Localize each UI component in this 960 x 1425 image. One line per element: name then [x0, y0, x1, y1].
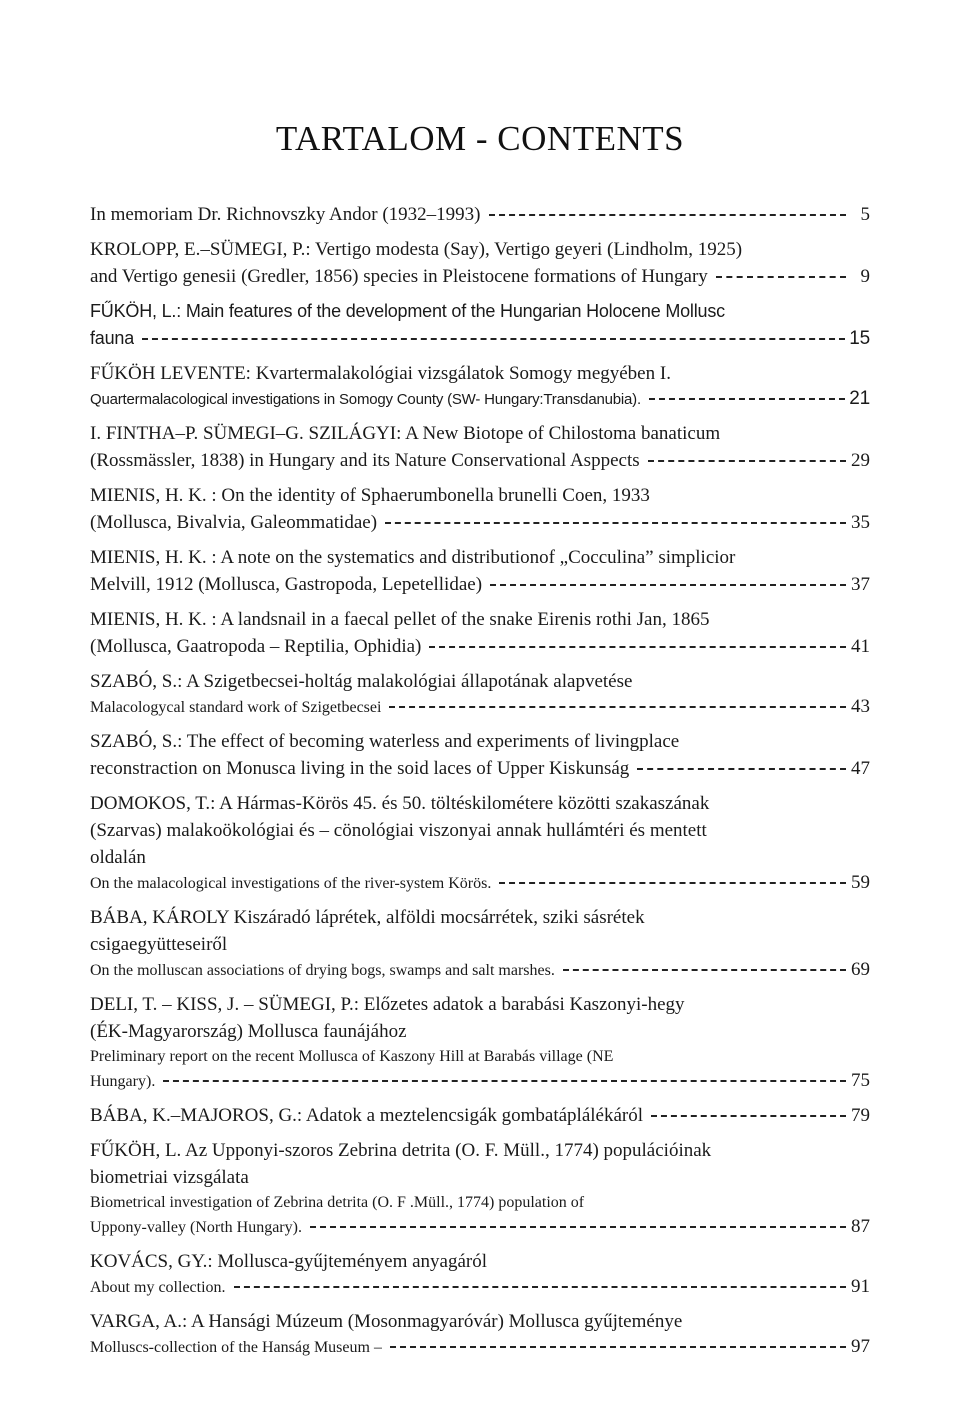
- entry-line: [90, 387, 870, 412]
- entry-text: KROLOPP, E.–SÜMEGI, P.: Vertigo modesta (Say), Vertigo geyeri (Lindholm, 1925): [90, 239, 743, 260]
- table-of-contents: [90, 201, 870, 1368]
- entry-line: [90, 931, 870, 958]
- entry-heading-line: [90, 482, 870, 509]
- entry-line: [90, 325, 870, 352]
- entry-heading-line: [90, 790, 870, 817]
- entry-text: DELI, T. – KISS, J. – SÜMEGI, P.: Előzetes adatok a barabási Kaszonyi-hegy: [90, 994, 685, 1015]
- entry-line: [90, 817, 870, 844]
- entry-text: fauna: [90, 328, 135, 348]
- page-number: 47: [851, 758, 870, 779]
- entry-text: reconstraction on Monusca living in the soid laces of Upper Kiskunság: [90, 758, 630, 779]
- entry-line: [90, 1018, 870, 1045]
- entry-line: [90, 844, 870, 871]
- entry-heading-line: [90, 728, 870, 755]
- entry-text: FŰKÖH, L. Az Upponyi-szoros Zebrina detrita (O. F. Müll., 1774) populációinak: [90, 1140, 712, 1161]
- entry-text: MIENIS, H. K. : A landsnail in a faecal pellet of the snake Eirenis rothi Jan, 1865: [90, 609, 710, 630]
- entry-text: (Mollusca, Gaatropoda – Reptilia, Ophidia): [90, 636, 422, 657]
- entry-text: MIENIS, H. K. : A note on the systematics and distributionof „Cocculina” simplicior: [90, 547, 736, 568]
- entry-line: [90, 958, 870, 983]
- entry-text: Malacologycal standard work of Szigetbecsei: [90, 699, 382, 716]
- entry-line: [90, 509, 870, 536]
- page-number: 69: [851, 959, 870, 980]
- entry-heading-line: [90, 201, 870, 228]
- entry-text: MIENIS, H. K. : On the identity of Sphaerumbonella brunelli Coen, 1933: [90, 485, 650, 506]
- toc-entry: [90, 298, 870, 352]
- dash-leader: [648, 459, 846, 462]
- entry-heading-line: [90, 904, 870, 931]
- entry-line: [90, 1069, 870, 1094]
- entry-text: and Vertigo genesii (Gredler, 1856) species in Pleistocene formations of Hungary: [90, 266, 708, 287]
- dash-leader: [234, 1285, 846, 1288]
- entry-heading-line: [90, 298, 870, 325]
- entry-line: [90, 695, 870, 720]
- page-number: 29: [851, 450, 870, 471]
- entry-text: SZABÓ, S.: The effect of becoming waterless and experiments of livingplace: [90, 731, 680, 752]
- dash-leader: [637, 767, 846, 770]
- toc-entry: [90, 790, 870, 896]
- entry-text: Quartermalacological investigations in Somogy County (SW- Hungary:Transdanubia).: [90, 391, 641, 408]
- entry-line: [90, 263, 870, 290]
- page-number: 75: [851, 1070, 870, 1091]
- page-number: 97: [851, 1336, 870, 1357]
- entry-heading-line: [90, 606, 870, 633]
- entry-text: DOMOKOS, T.: A Hármas-Körös 45. és 50. töltéskilométere közötti szakaszának: [90, 793, 710, 814]
- entry-text: VARGA, A.: A Hansági Múzeum (Mosonmagyaróvár) Mollusca gyűjteménye: [90, 1311, 683, 1332]
- entry-text: (ÉK-Magyarország) Mollusca faunájához: [90, 1021, 407, 1042]
- dash-leader: [490, 583, 846, 586]
- page-number: 9: [860, 266, 870, 287]
- entry-line: [90, 633, 870, 660]
- entry-text: BÁBA, K.–MAJOROS, G.: Adatok a meztelencsigák gombatáplálékáról: [90, 1105, 644, 1126]
- entry-line: [90, 755, 870, 782]
- dash-leader: [649, 397, 845, 400]
- toc-entry: [90, 728, 870, 782]
- page-number: 5: [860, 204, 870, 225]
- entry-heading-line: [90, 544, 870, 571]
- entry-heading-line: [90, 1308, 870, 1335]
- toc-entry: [90, 904, 870, 983]
- entry-heading-line: [90, 360, 870, 387]
- entry-text: (Mollusca, Bivalvia, Galeommatidae): [90, 512, 378, 533]
- toc-entry: [90, 991, 870, 1094]
- entry-line: [90, 571, 870, 598]
- entry-line: [90, 1275, 870, 1300]
- entry-heading-line: [90, 420, 870, 447]
- entry-text: KOVÁCS, GY.: Mollusca-gyűjteményem anyagáról: [90, 1251, 488, 1272]
- entry-text: About my collection.: [90, 1279, 226, 1296]
- entry-text: Melvill, 1912 (Mollusca, Gastropoda, Lepetellidae): [90, 574, 483, 595]
- entry-text: I. FINTHA–P. SÜMEGI–G. SZILÁGYI: A New Biotope of Chilostoma banaticum: [90, 423, 721, 444]
- entry-heading-line: [90, 236, 870, 263]
- entry-text: Biometrical investigation of Zebrina detrita (O. F .Müll., 1774) population of: [90, 1194, 585, 1211]
- toc-entry: [90, 420, 870, 474]
- toc-entry: [90, 606, 870, 660]
- entry-text: biometriai vizsgálata: [90, 1167, 249, 1188]
- entry-text: On the molluscan associations of drying bogs, swamps and salt marshes.: [90, 962, 555, 979]
- dash-leader: [651, 1114, 846, 1117]
- entry-line: [90, 1335, 870, 1360]
- entry-heading-line: [90, 1137, 870, 1164]
- entry-text: FŰKÖH LEVENTE: Kvartermalakológiai vizsgálatok Somogy megyében I.: [90, 363, 671, 384]
- toc-entry: [90, 544, 870, 598]
- dash-leader: [499, 881, 846, 884]
- dash-leader: [390, 1345, 846, 1348]
- entry-text: csigaegyütteseiről: [90, 934, 228, 955]
- dash-leader: [489, 213, 846, 216]
- page-number: 87: [851, 1216, 870, 1237]
- entry-heading-line: [90, 1248, 870, 1275]
- entry-text: Preliminary report on the recent Mollusca of Kaszony Hill at Barabás village (NE: [90, 1048, 614, 1065]
- dash-leader: [716, 275, 846, 278]
- entry-text: (Szarvas) malakoökológiai és – cönológiai viszonyai annak hullámtéri és mentett: [90, 820, 707, 841]
- entry-text: SZABÓ, S.: A Szigetbecsei-holtág malakológiai állapotának alapvetése: [90, 671, 633, 692]
- page-number: 35: [851, 512, 870, 533]
- page-number: 15: [849, 328, 870, 349]
- page-title: TARTALOM - CONTENTS: [275, 119, 685, 158]
- entry-text: (Rossmässler, 1838) in Hungary and its Nature Conservational Asppects: [90, 450, 640, 471]
- entry-text: Molluscs-collection of the Hanság Museum –: [90, 1339, 382, 1356]
- page-number: 59: [851, 872, 870, 893]
- entry-line: [90, 447, 870, 474]
- dash-leader: [563, 968, 846, 971]
- toc-entry: [90, 1137, 870, 1240]
- dash-leader: [429, 645, 846, 648]
- entry-heading-line: [90, 991, 870, 1018]
- toc-entry: [90, 201, 870, 228]
- entry-heading-line: [90, 668, 870, 695]
- entry-text: Uppony-valley (North Hungary).: [90, 1219, 302, 1236]
- page-number: 37: [851, 574, 870, 595]
- page-number: 91: [851, 1276, 870, 1297]
- dash-leader: [310, 1225, 846, 1228]
- entry-text: Hungary).: [90, 1073, 156, 1090]
- entry-text: FŰKÖH, L.: Main features of the development of the Hungarian Holocene Mollusc: [90, 301, 725, 321]
- dash-leader: [163, 1079, 846, 1082]
- entry-line: [90, 1215, 870, 1240]
- entry-line: [90, 1045, 870, 1069]
- toc-entry: [90, 1308, 870, 1360]
- page-number: 79: [851, 1105, 870, 1126]
- page-number: 41: [851, 636, 870, 657]
- page-number: 21: [849, 388, 870, 409]
- toc-entry: [90, 668, 870, 720]
- entry-text: In memoriam Dr. Richnovszky Andor (1932–1993): [90, 204, 481, 225]
- entry-text: BÁBA, KÁROLY Kiszáradó láprétek, alföldi mocsárrétek, sziki sásrétek: [90, 907, 645, 928]
- page-number: 43: [851, 696, 870, 717]
- toc-entry: [90, 360, 870, 412]
- dash-leader: [142, 337, 845, 340]
- entry-heading-line: [90, 1102, 870, 1129]
- toc-entry: [90, 1102, 870, 1129]
- entry-text: oldalán: [90, 847, 146, 868]
- toc-entry: [90, 1248, 870, 1300]
- entry-line: [90, 1164, 870, 1191]
- toc-entry: [90, 236, 870, 290]
- entry-line: [90, 1191, 870, 1215]
- toc-entry: [90, 482, 870, 536]
- dash-leader: [389, 705, 846, 708]
- entry-line: [90, 871, 870, 896]
- dash-leader: [385, 521, 846, 524]
- entry-text: On the malacological investigations of the river-system Körös.: [90, 875, 492, 892]
